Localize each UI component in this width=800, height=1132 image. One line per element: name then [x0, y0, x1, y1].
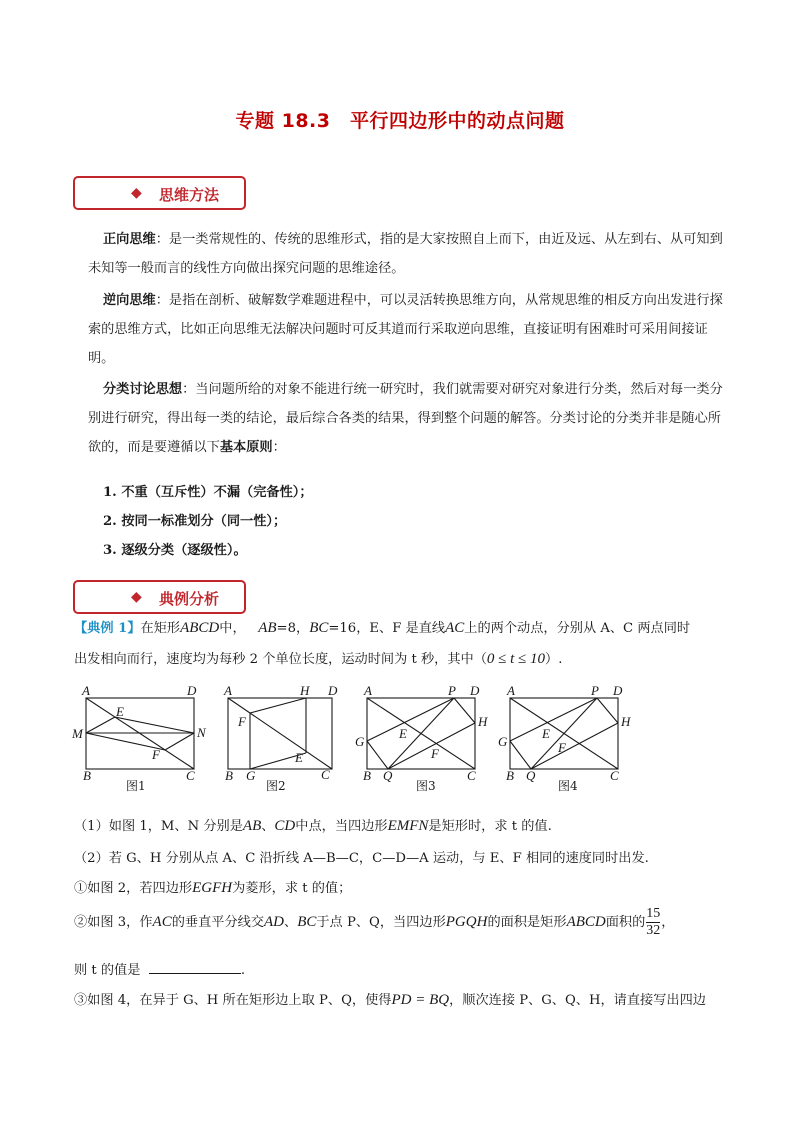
text: .	[240, 963, 246, 978]
fig1-label-f: F	[152, 747, 160, 762]
math: AC	[152, 914, 172, 930]
fig4-label-e: E	[542, 726, 550, 741]
text: ，顺次连接 P、G、Q、H，请直接写出四边	[449, 993, 706, 1008]
fig1-label-a: A	[82, 683, 90, 698]
fraction-numerator: 15	[646, 906, 661, 921]
text: 的垂直平分线交	[171, 915, 265, 930]
fig3-label-b: B	[363, 768, 371, 783]
text: E、F 是直线	[369, 621, 446, 636]
fig2-label-b: B	[225, 768, 233, 783]
section-label: 典例分析	[159, 590, 220, 608]
fig4-label-c: C	[610, 768, 619, 783]
text: =16，	[328, 621, 370, 636]
math: ABCD	[180, 620, 220, 636]
fig1-label-m: M	[72, 726, 83, 741]
text: =8，	[276, 621, 310, 636]
fig3-segment-gq	[367, 741, 388, 769]
fig4-segment-gq	[510, 741, 531, 769]
term-label: 分类讨论思想	[103, 382, 183, 397]
text: （2）若 G、H 分别从点 A、C 沿折线 A—B—C，C—D—A 运动，与 E、F 相同的速度同时出发.	[74, 851, 649, 866]
term-bold: 基本原则	[219, 440, 273, 455]
question-2	[74, 847, 649, 866]
paragraph-forward-thinking	[88, 225, 728, 283]
math: CD	[274, 818, 296, 834]
fig2-label-g: G	[246, 768, 256, 783]
fig2-label-d: D	[328, 683, 338, 698]
page-title: 专题 18.3 平行四边形中的动点问题	[235, 110, 565, 132]
text: 是矩形时，求 t 的值.	[428, 819, 552, 834]
math: AB	[258, 620, 277, 636]
text: 中，	[219, 621, 246, 636]
paragraph-text: ：当问题所给的对象不能进行统一研究时，我们就需要对研究对象进行分类，然后对每一类分别进行研究，得出每一类的结论，最后综合各类的结果，得到整个问题的解答。分类讨论的分类并非是随心所欲的，而是要遵循以下	[88, 382, 723, 455]
fig3-label-a: A	[364, 683, 372, 698]
fig1-caption: 图1	[126, 779, 146, 793]
fig1-label-d: D	[187, 683, 197, 698]
fig1-segment-me	[86, 717, 115, 733]
fraction-denominator: 32	[646, 923, 661, 938]
fig3-label-c: C	[467, 768, 476, 783]
paragraph-text: ：是指在剖析、破解数学难题进程中，可以灵活转换思维方向，从常规思维的相反方向出发进行探索的思维方式，比如正向思维无法解决问题时可反其道而行采取逆向思维，直接证明有困难时可采用间接证明。	[88, 293, 723, 366]
fig2-label-f: F	[238, 714, 246, 729]
example-line-1	[74, 617, 690, 637]
question-2-part-3	[74, 989, 706, 1009]
fig3-label-q: Q	[383, 768, 393, 783]
fig4-label-h: H	[621, 714, 631, 729]
fig4-label-a: A	[507, 683, 515, 698]
fig2-label-c: C	[321, 767, 330, 782]
text: （1）如图 1，M、N 分别是	[74, 819, 243, 834]
paragraph-reverse-thinking	[88, 286, 728, 373]
fig4-label-d: D	[613, 683, 623, 698]
text: 为菱形，求 t 的值；	[232, 881, 352, 896]
text: 中点，当四边形	[295, 819, 388, 834]
fig4-label-q: Q	[526, 768, 536, 783]
fig3-label-g: G	[355, 734, 365, 749]
rule-item-1: 1. 不重（互斥性）不漏（完备性）；	[103, 485, 313, 500]
math: BC	[309, 620, 329, 636]
fig3-label-p: P	[448, 683, 456, 698]
math: AC	[445, 620, 465, 636]
section-label: 思维方法	[159, 186, 220, 204]
fig2-label-e: E	[295, 750, 303, 765]
fig1-label-c: C	[186, 768, 195, 783]
text: 的面积是矩形	[487, 915, 567, 930]
fig4-label-g: G	[498, 734, 508, 749]
fig2-caption: 图2	[266, 779, 286, 793]
fig3-label-f: F	[431, 746, 439, 761]
fig4-segment-pq	[531, 698, 597, 769]
paragraph-classification	[88, 375, 728, 462]
section-header-example-analysis	[73, 580, 246, 614]
fig4-caption: 图4	[558, 779, 578, 793]
fig1-label-e: E	[116, 704, 124, 719]
text: 上的两个动点，分别从 A、C 两点同时	[464, 621, 691, 636]
fig4-label-f: F	[558, 740, 566, 755]
section-header-thinking-methods	[73, 176, 246, 210]
fig2-label-h: H	[300, 683, 310, 698]
paragraph-text: ：是一类常规性的、传统的思维形式，指的是大家按照自上而下，由近及远、从左到右、从可知到未知等一般而言的线性方向做出探究问题的思维途径。	[88, 232, 723, 276]
math: PGQH	[445, 914, 488, 930]
fig4-segment-hp	[597, 698, 618, 723]
fig3-label-h: H	[478, 714, 488, 729]
fig4-label-b: B	[506, 768, 514, 783]
math: EMFN	[387, 818, 429, 834]
text: 于点 P、Q，当四边形	[316, 915, 446, 930]
fig3-label-d: D	[470, 683, 480, 698]
fig4-label-p: P	[591, 683, 599, 698]
term-label: 逆向思维	[103, 293, 156, 308]
fig3-caption: 图3	[416, 779, 436, 793]
fig1-label-b: B	[83, 768, 91, 783]
math: AB	[242, 818, 262, 834]
text: 面积的	[605, 915, 646, 930]
fig3-segment-pq	[388, 698, 454, 769]
diamond-icon: ◆	[131, 589, 142, 605]
rule-item-3: 3. 逐级分类（逐级性）。	[103, 543, 247, 558]
fig2-diagonal-ac	[228, 698, 332, 769]
text: ②如图 3，作	[74, 915, 153, 930]
question-2-part-1	[74, 877, 351, 897]
example-tag: 【典例 1】	[74, 621, 141, 636]
fig3-segment-pg	[367, 698, 454, 741]
rule-item-2: 2. 按同一标准划分（同一性）；	[103, 514, 287, 529]
math: BC	[297, 914, 317, 930]
figures-row	[70, 683, 720, 798]
paragraph-end: ：	[272, 440, 286, 455]
fraction-15-32	[646, 906, 660, 939]
diamond-icon: ◆	[131, 185, 142, 201]
text: ①如图 2，若四边形	[74, 881, 193, 896]
fig4-segment-pg	[510, 698, 597, 741]
text: ③如图 4，在异于 G、H 所在矩形边上取 P、Q，使得	[74, 993, 392, 1008]
fig3-segment-hp	[454, 698, 475, 723]
example-line-2	[74, 648, 562, 668]
text: 则 t 的值是	[74, 963, 141, 978]
fig1-segment-fn	[165, 733, 194, 750]
text: 、	[284, 915, 298, 930]
text: ，	[661, 915, 675, 930]
fig2-segment-fh	[250, 698, 306, 713]
fig3-label-e: E	[399, 726, 407, 741]
math: AD	[264, 914, 285, 930]
text: 出发相向而行，速度均为每秒 2 个单位长度，运动时间为 t 秒，其中（	[74, 652, 487, 667]
fig1-label-n: N	[197, 725, 206, 740]
question-2-part-2	[74, 906, 674, 939]
math: 0 ≤ t ≤ 10	[486, 651, 546, 667]
text: ）.	[545, 652, 563, 667]
question-2-part-2-answer	[74, 959, 245, 978]
math: PD = BQ	[391, 992, 450, 1008]
text: 、	[261, 819, 275, 834]
math: EGFH	[192, 880, 233, 896]
math: ABCD	[566, 914, 606, 930]
question-1	[74, 815, 552, 835]
term-label: 正向思维	[103, 232, 156, 247]
answer-blank[interactable]	[149, 961, 241, 974]
text: 在矩形	[140, 621, 181, 636]
fig2-label-a: A	[224, 683, 232, 698]
